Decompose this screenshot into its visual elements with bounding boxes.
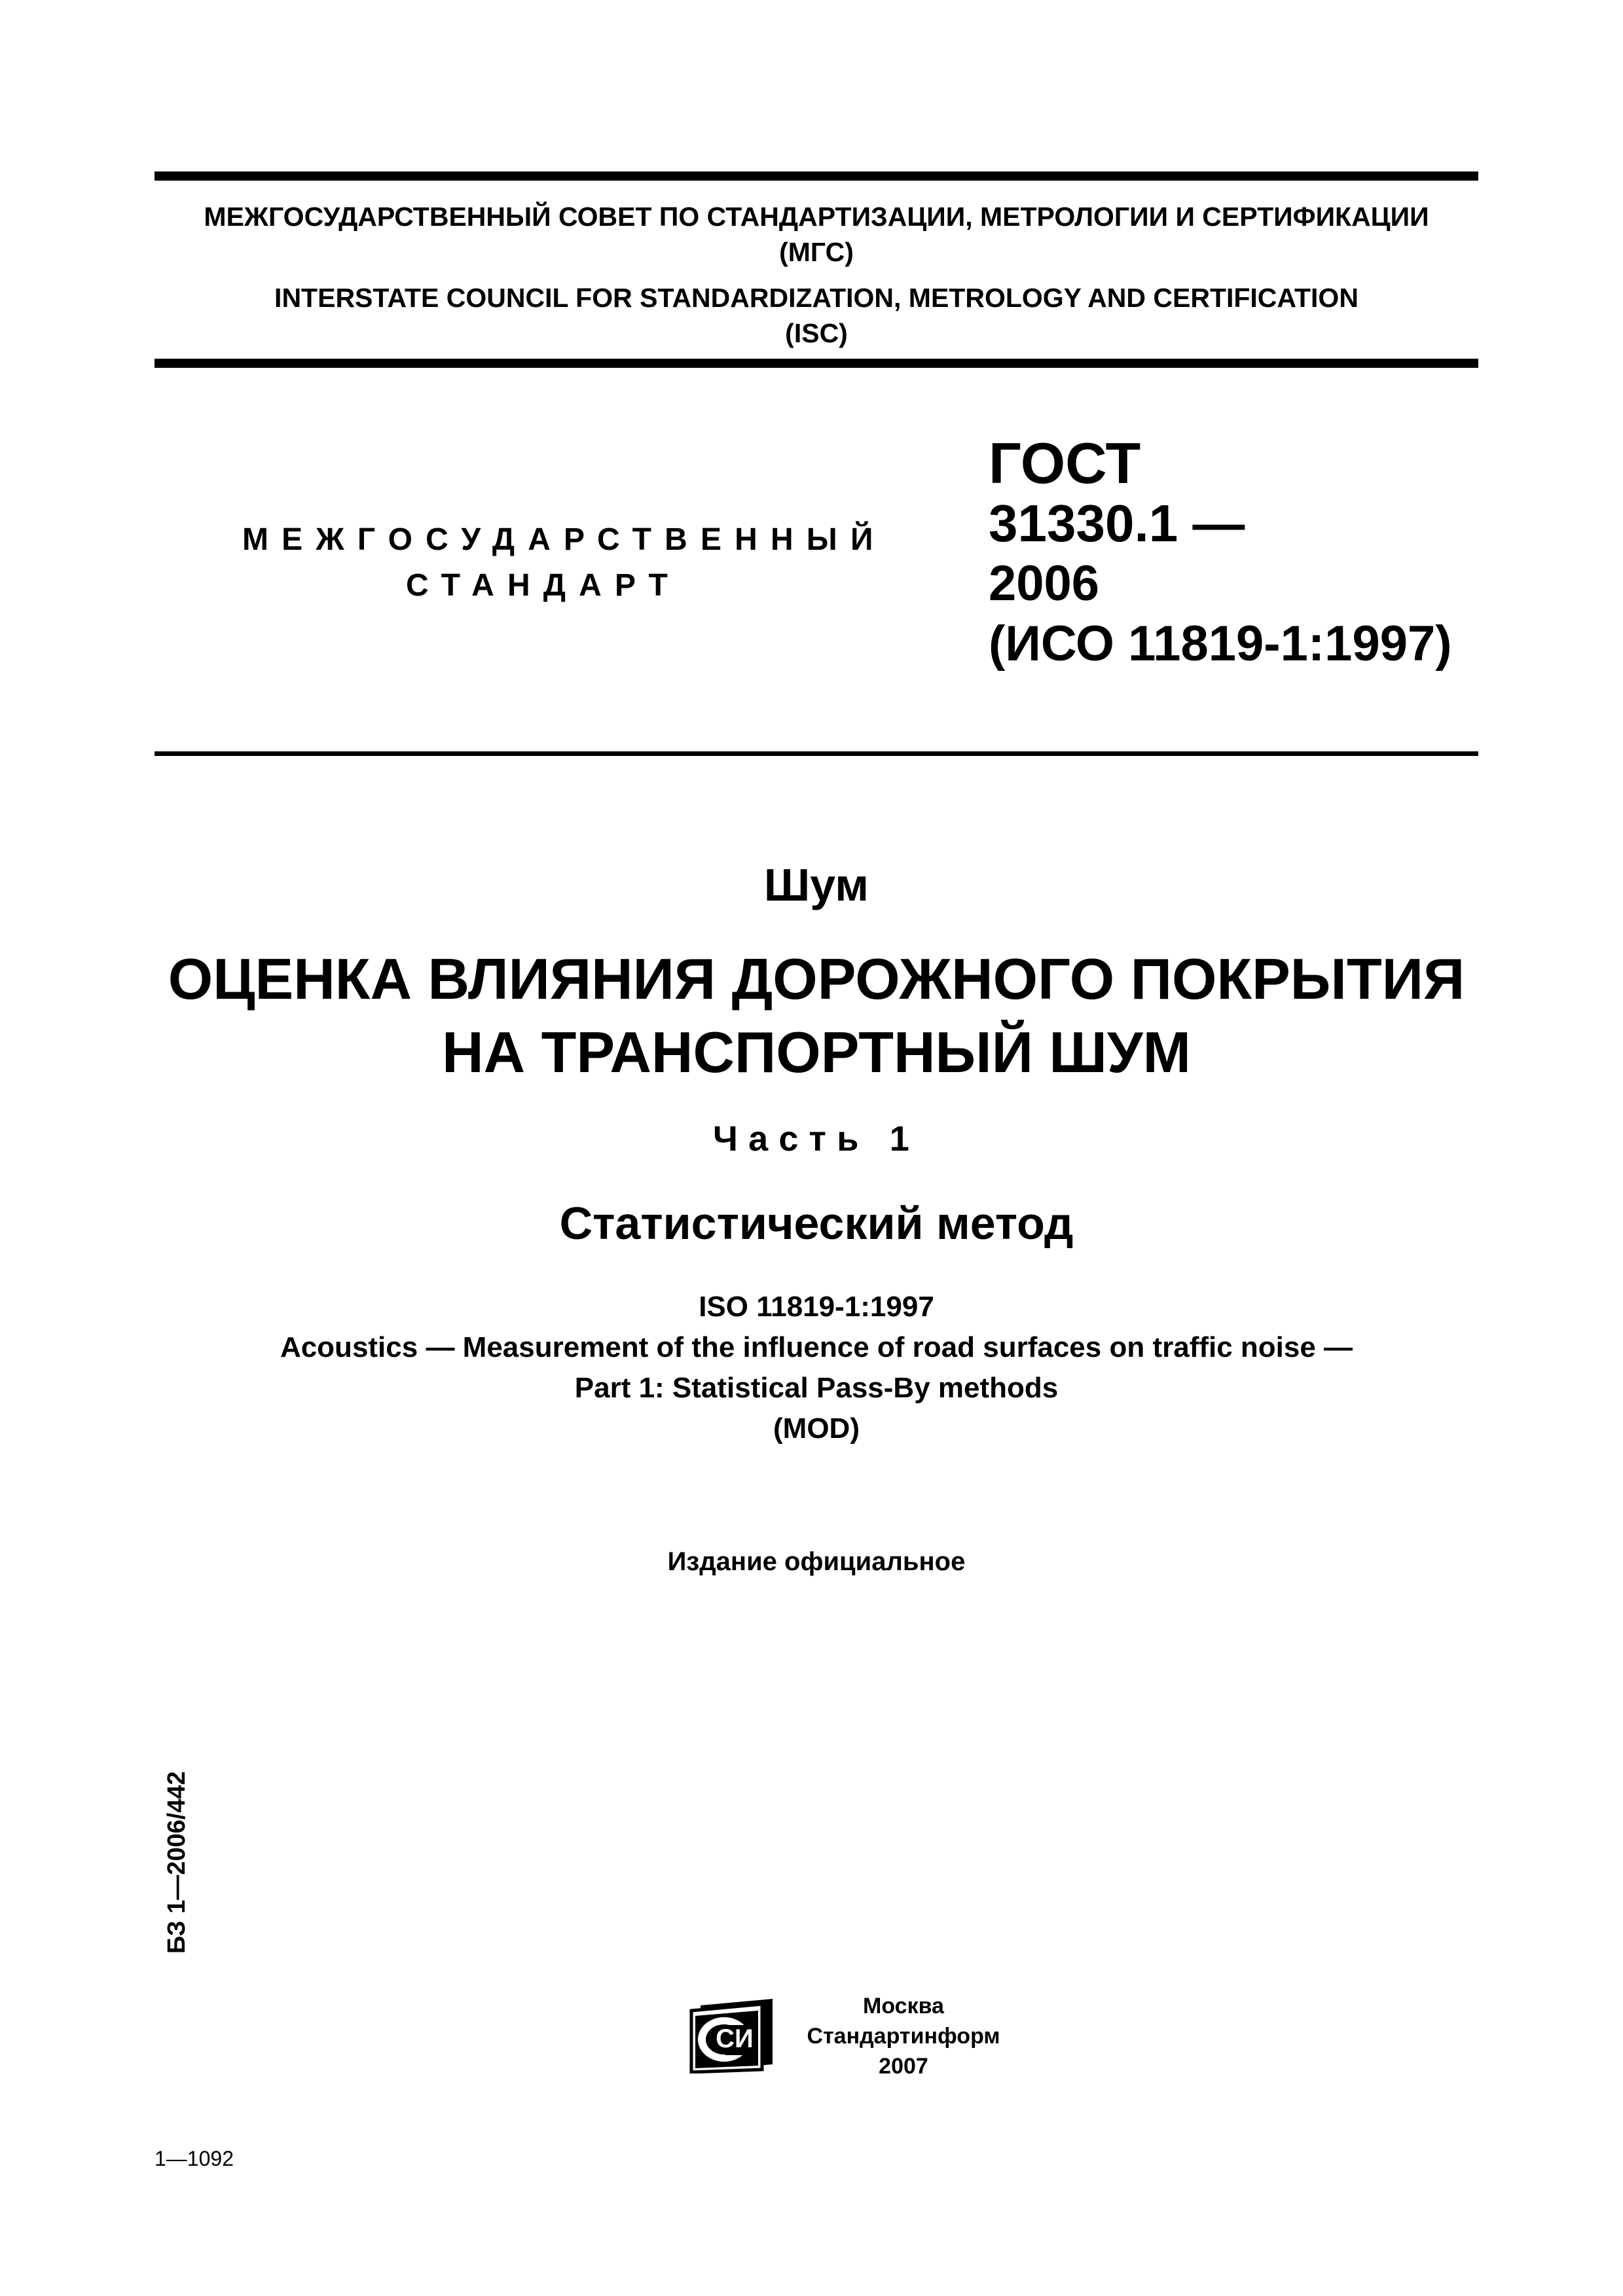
standard-type	[242, 517, 886, 609]
edition-label: Издание официальное	[667, 1547, 966, 1576]
main-title-line1: ОЦЕНКА ВЛИЯНИЯ ДОРОЖНОГО ПОКРЫТИЯ	[168, 946, 1465, 1011]
main-title	[155, 942, 1478, 1089]
standard-type-line1: МЕЖГОСУДАРСТВЕННЫЙ	[242, 522, 886, 557]
main-title-line2: НА ТРАНСПОРТНЫЙ ШУМ	[442, 1020, 1191, 1085]
designation-rule	[155, 751, 1478, 756]
gost-label: ГОСТ	[989, 431, 1141, 495]
gost-year: 2006	[989, 556, 1100, 611]
footer-code: 1—1092	[155, 2147, 234, 2170]
publisher-year: 2007	[879, 2054, 928, 2079]
iso-title-line1: Acoustics — Measurement of the influence of road surfaces on traffic noise —	[280, 1331, 1353, 1363]
standard-type-line2: СТАНДАРТ	[406, 568, 681, 603]
publisher-name: Стандартинформ	[807, 2024, 1000, 2049]
publisher	[773, 1991, 1034, 2081]
topic-title: Шум	[763, 859, 869, 910]
logo-text: СИ	[716, 2024, 754, 2053]
top-rule	[155, 171, 1478, 181]
standartinform-logo	[686, 1996, 780, 2073]
council-abbr-ru: (МГС)	[779, 237, 854, 267]
iso-mod: (MOD)	[773, 1412, 860, 1444]
header-rule	[155, 359, 1478, 368]
council-abbr-en: (ISC)	[785, 318, 848, 348]
gost-number: 31330.1 —	[989, 494, 1245, 552]
side-code	[157, 1692, 196, 1954]
part-title: Часть 1	[712, 1119, 921, 1158]
designation	[989, 433, 1486, 674]
method-title: Статистический метод	[559, 1198, 1074, 1249]
side-code-text: БЗ 1—2006/442	[163, 1771, 191, 1954]
iso-title-line2: Part 1: Statistical Pass-By methods	[574, 1372, 1059, 1404]
publisher-city: Москва	[863, 1994, 944, 2018]
iso-reference: (ИСО 11819-1:1997)	[989, 616, 1452, 672]
iso-block	[155, 1287, 1478, 1449]
council-name-ru: МЕЖГОСУДАРСТВЕННЫЙ СОВЕТ ПО СТАНДАРТИЗАЦИИ, МЕТРОЛОГИИ И СЕРТИФИКАЦИИ	[204, 202, 1429, 232]
council-name-en: INTERSTATE COUNCIL FOR STANDARDIZATION, METROLOGY AND CERTIFICATION	[274, 283, 1359, 313]
iso-code: ISO 11819-1:1997	[699, 1291, 934, 1323]
council-header	[155, 199, 1478, 351]
